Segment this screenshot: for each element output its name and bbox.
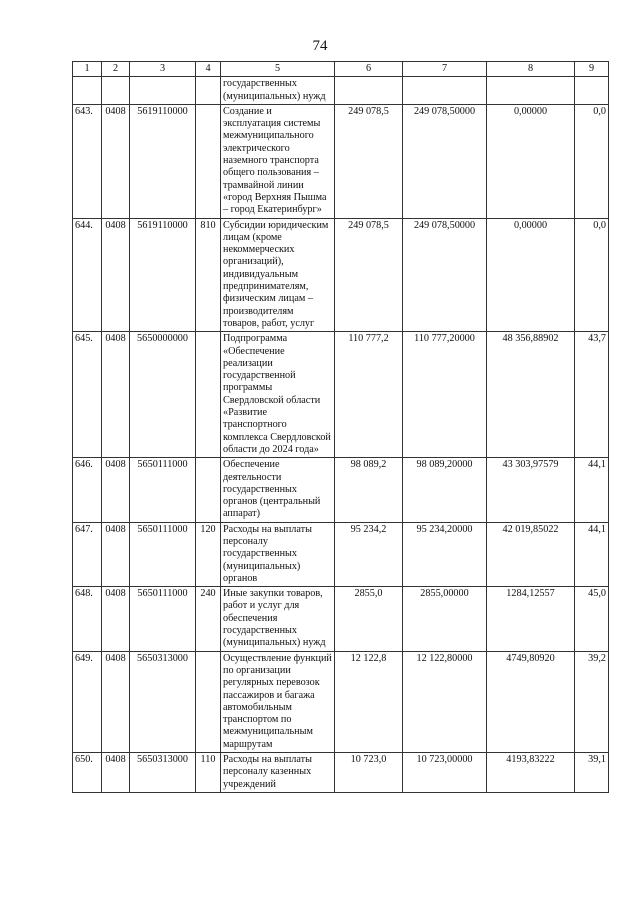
cell-expense-type: 120 (196, 522, 221, 586)
table-row (73, 753, 609, 793)
cell-expense-type (196, 332, 221, 458)
cell-percent-col9: 0,0 (575, 218, 609, 332)
cell-section: 0408 (102, 522, 130, 586)
cell-amount-col6: 249 078,5 (335, 104, 403, 218)
cell-target-code: 5650313000 (130, 753, 196, 793)
cell-percent-col9: 44,1 (575, 458, 609, 522)
cell-section: 0408 (102, 218, 130, 332)
cell-amount-col6: 12 122,8 (335, 651, 403, 752)
cell-amount-col6: 2855,0 (335, 587, 403, 651)
cell-row-number: 643. (73, 104, 102, 218)
table-row (73, 458, 609, 522)
table-body (73, 77, 609, 793)
column-header: 6 (335, 62, 403, 77)
cell-description: Расходы на выплаты персоналу государственных (муниципальных) органов (221, 522, 335, 586)
cell-expense-type: 810 (196, 218, 221, 332)
cell-percent-col9: 39,2 (575, 651, 609, 752)
cell-expense-type: 240 (196, 587, 221, 651)
cell-section: 0408 (102, 332, 130, 458)
table-row (73, 651, 609, 752)
cell-row-number: 646. (73, 458, 102, 522)
cell-expense-type (196, 104, 221, 218)
cell-row-number: 647. (73, 522, 102, 586)
cell-percent-col9: 45,0 (575, 587, 609, 651)
cell-amount-col7: 12 122,80000 (403, 651, 487, 752)
cell-percent-col9: 43,7 (575, 332, 609, 458)
column-header: 5 (221, 62, 335, 77)
cell-empty (196, 77, 221, 105)
budget-table (72, 61, 609, 793)
cell-target-code: 5650111000 (130, 458, 196, 522)
cell-amount-col8: 0,00000 (487, 104, 575, 218)
cell-empty (575, 77, 609, 105)
cell-amount-col8: 48 356,88902 (487, 332, 575, 458)
cell-empty (130, 77, 196, 105)
cell-target-code: 5619110000 (130, 104, 196, 218)
column-header: 7 (403, 62, 487, 77)
cell-row-number: 648. (73, 587, 102, 651)
cell-amount-col7: 2855,00000 (403, 587, 487, 651)
cell-amount-col8: 42 019,85022 (487, 522, 575, 586)
cell-description: государственных (муниципальных) нужд (221, 77, 335, 105)
cell-row-number: 645. (73, 332, 102, 458)
cell-amount-col6: 110 777,2 (335, 332, 403, 458)
cell-amount-col6: 249 078,5 (335, 218, 403, 332)
cell-section: 0408 (102, 458, 130, 522)
cell-description: Расходы на выплаты персоналу казенных учреждений (221, 753, 335, 793)
continuation-row (73, 77, 609, 105)
cell-amount-col7: 98 089,20000 (403, 458, 487, 522)
cell-amount-col8: 43 303,97579 (487, 458, 575, 522)
cell-amount-col8: 0,00000 (487, 218, 575, 332)
cell-section: 0408 (102, 587, 130, 651)
cell-amount-col7: 95 234,20000 (403, 522, 487, 586)
cell-target-code: 5650000000 (130, 332, 196, 458)
cell-target-code: 5619110000 (130, 218, 196, 332)
cell-target-code: 5650111000 (130, 587, 196, 651)
table-row (73, 332, 609, 458)
cell-row-number: 650. (73, 753, 102, 793)
cell-amount-col6: 98 089,2 (335, 458, 403, 522)
cell-amount-col8: 4193,83222 (487, 753, 575, 793)
page-number: 74 (312, 38, 328, 54)
cell-section: 0408 (102, 753, 130, 793)
cell-amount-col7: 249 078,50000 (403, 218, 487, 332)
cell-empty (102, 77, 130, 105)
cell-section: 0408 (102, 651, 130, 752)
cell-percent-col9: 44,1 (575, 522, 609, 586)
cell-expense-type (196, 458, 221, 522)
table-row (73, 218, 609, 332)
cell-amount-col7: 110 777,20000 (403, 332, 487, 458)
column-header: 4 (196, 62, 221, 77)
column-header: 9 (575, 62, 609, 77)
cell-amount-col6: 10 723,0 (335, 753, 403, 793)
table-row (73, 587, 609, 651)
table-header (73, 62, 609, 77)
column-header: 2 (102, 62, 130, 77)
table-row (73, 522, 609, 586)
cell-section: 0408 (102, 104, 130, 218)
cell-description: Создание и эксплуатация системы межмуниципального электрического наземного транспорта общего пользования – трамвайной линии «город Верхняя Пышма – город Екатеринбург» (221, 104, 335, 218)
column-header: 1 (73, 62, 102, 77)
cell-expense-type: 110 (196, 753, 221, 793)
cell-empty (73, 77, 102, 105)
cell-description: Иные закупки товаров, работ и услуг для обеспечения государственных (муниципальных) нужд (221, 587, 335, 651)
cell-description: Субсидии юридическим лицам (кроме некоммерческих организаций), индивидуальным предпринимателям, физическим лицам – производителям товаров, работ, услуг (221, 218, 335, 332)
cell-target-code: 5650313000 (130, 651, 196, 752)
cell-amount-col7: 249 078,50000 (403, 104, 487, 218)
cell-amount-col8: 1284,12557 (487, 587, 575, 651)
cell-empty (487, 77, 575, 105)
cell-empty (335, 77, 403, 105)
cell-percent-col9: 39,1 (575, 753, 609, 793)
column-header: 8 (487, 62, 575, 77)
cell-amount-col6: 95 234,2 (335, 522, 403, 586)
column-header: 3 (130, 62, 196, 77)
cell-description: Обеспечение деятельности государственных органов (центральный аппарат) (221, 458, 335, 522)
cell-percent-col9: 0,0 (575, 104, 609, 218)
table-row (73, 104, 609, 218)
cell-amount-col7: 10 723,00000 (403, 753, 487, 793)
cell-row-number: 644. (73, 218, 102, 332)
cell-row-number: 649. (73, 651, 102, 752)
cell-target-code: 5650111000 (130, 522, 196, 586)
cell-description: Осуществление функций по организации регулярных перевозок пассажиров и багажа автомобильным транспортом по межмуниципальным маршрутам (221, 651, 335, 752)
cell-expense-type (196, 651, 221, 752)
cell-empty (403, 77, 487, 105)
cell-description: Подпрограмма «Обеспечение реализации государственной программы Свердловской области «Развитие транспортного комплекса Свердловской области до 2024 года» (221, 332, 335, 458)
cell-amount-col8: 4749,80920 (487, 651, 575, 752)
